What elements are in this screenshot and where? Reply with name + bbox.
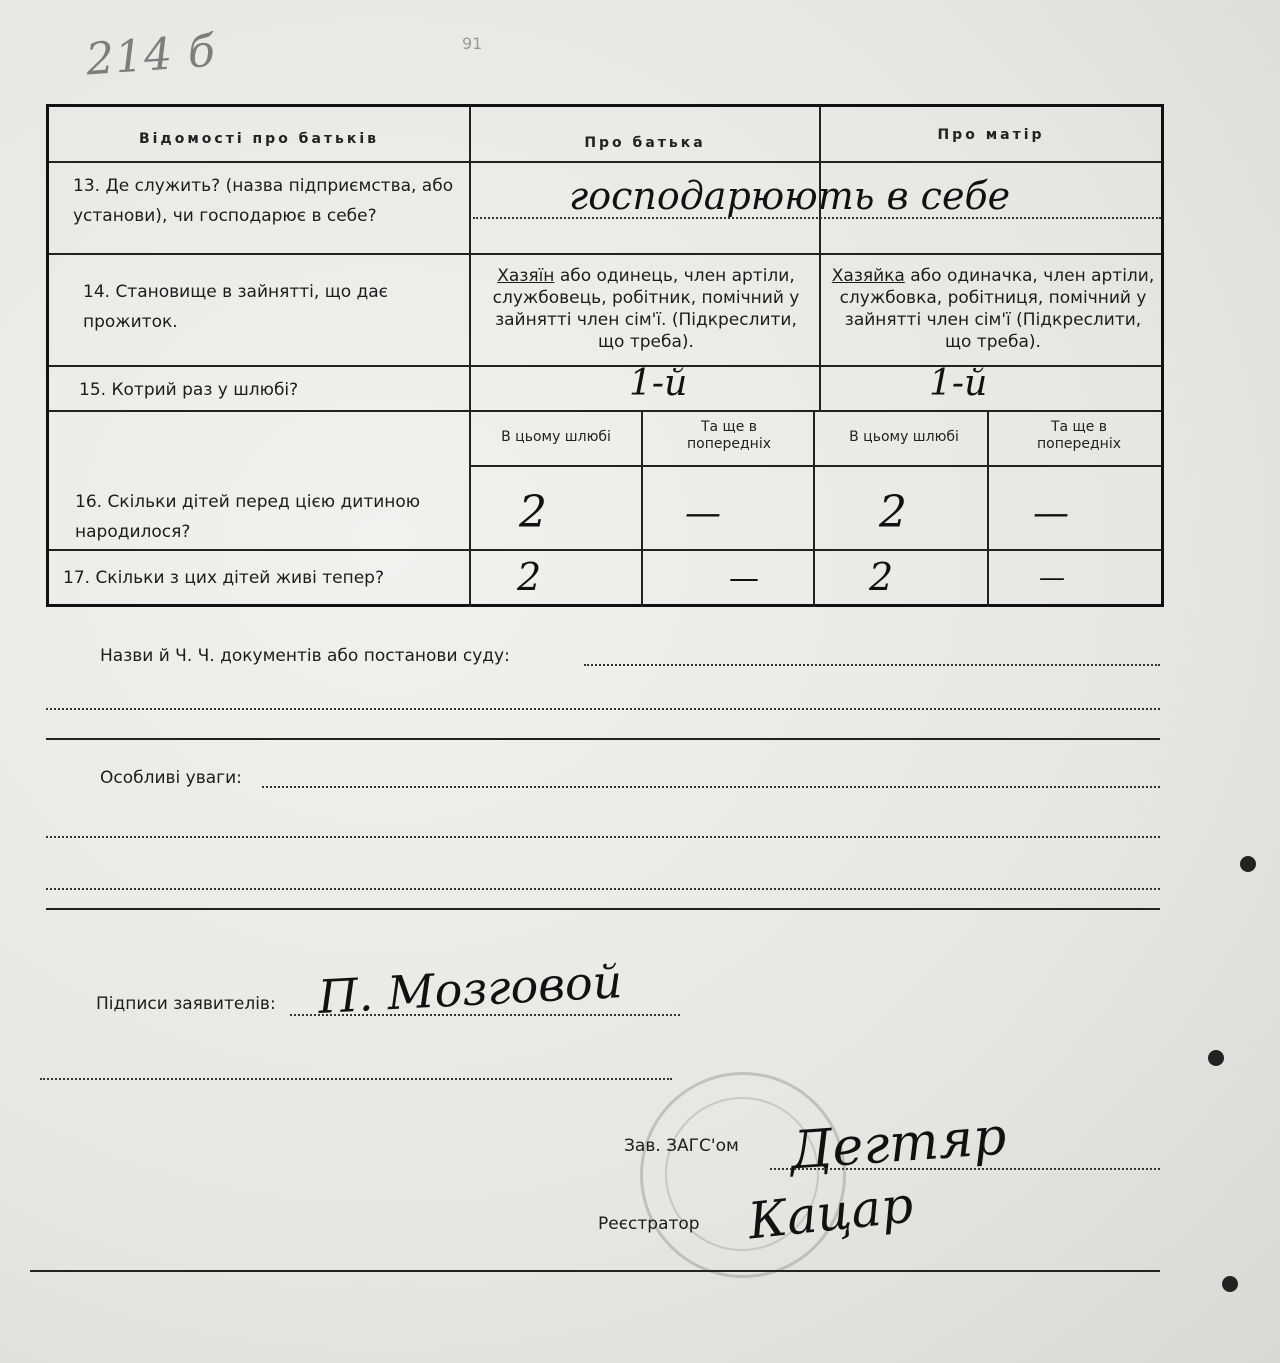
q14-label: 14. Становище в зайнятті, що дає прожиток. [83, 282, 389, 332]
subheader-mother-this: В цьому шлюбі [849, 429, 959, 445]
q14-father-options [481, 265, 811, 353]
signatures-label: Підписи заявителів: [96, 994, 276, 1014]
header-father: Про батька [584, 135, 706, 151]
q16-father-prev: — [685, 493, 721, 534]
q16-mother-prev: — [1033, 493, 1069, 534]
remarks-rule [46, 908, 1160, 910]
q13-label: 13. Де служить? (назва підприємства, або установи), чи господарює в себе? [73, 176, 454, 226]
q13-answer: господарюють в себе [569, 174, 1011, 218]
q15-label: 15. Котрий раз у шлюбі? [79, 380, 299, 400]
q17-father-prev: — [729, 561, 759, 596]
header-mother: Про матір [937, 127, 1045, 143]
archive-mark: 91 [462, 34, 483, 53]
documents-line-1 [584, 664, 1160, 666]
signature-line-1 [290, 1014, 680, 1016]
documents-rule [46, 738, 1160, 740]
head-line [770, 1168, 1160, 1170]
subheader-mother-prev: Та ще в попередніх [1037, 419, 1121, 452]
registrar-label: Реєстратор [598, 1214, 700, 1234]
q17-label: 17. Скільки з цих дітей живі тепер? [63, 568, 384, 588]
remarks-line-1 [262, 786, 1160, 788]
q15-father: 1-й [629, 363, 688, 404]
remarks-line-2 [46, 836, 1160, 838]
q14-father-selected: Хазяїн [497, 266, 555, 286]
q14-mother-text: або одиначка, член артіли, службовка, робітниця, помічний у зайнятті член сім'ї (Підкреслити, що треба). [839, 266, 1155, 352]
applicant-signature: П. Мозговой [316, 954, 624, 1024]
q17-father-this: 2 [517, 555, 542, 599]
head-label: Зав. ЗАГС'ом [624, 1136, 739, 1156]
parents-info-table [46, 104, 1164, 607]
subheader-father-prev: Та ще в попередніх [687, 419, 771, 452]
q15-mother: 1-й [929, 363, 988, 404]
header-info: Відомості про батьків [138, 131, 380, 147]
archive-number: 214 б [84, 25, 218, 86]
q16-label: 16. Скільки дітей перед цією дитиною народилося? [75, 492, 421, 542]
q16-mother-this: 2 [879, 487, 907, 538]
remarks-line-3 [46, 888, 1160, 890]
binding-hole [1222, 1276, 1238, 1292]
binding-hole [1208, 1050, 1224, 1066]
q14-mother-options [831, 265, 1155, 353]
subheader-father-this: В цьому шлюбі [501, 429, 611, 445]
q14-mother-selected: Хазяйка [831, 266, 905, 286]
q14-father-text: або одинець, член артіли, службовець, робітник, помічний у зайнятті член сім'ї. (Підкреслити, що треба). [492, 266, 800, 352]
binding-hole [1240, 856, 1256, 872]
documents-line-2 [46, 708, 1160, 710]
q16-father-this: 2 [519, 487, 547, 538]
head-signature: Дегтяр [788, 1106, 1009, 1182]
q17-mother-prev: — [1039, 563, 1065, 593]
remarks-label: Особливі уваги: [100, 768, 242, 788]
bottom-rule [30, 1270, 1160, 1272]
q17-mother-this: 2 [869, 555, 894, 599]
documents-label: Назви й Ч. Ч. документів або постанови суду: [100, 646, 510, 666]
signature-line-2 [40, 1078, 672, 1080]
registrar-signature: Кацар [745, 1175, 916, 1251]
